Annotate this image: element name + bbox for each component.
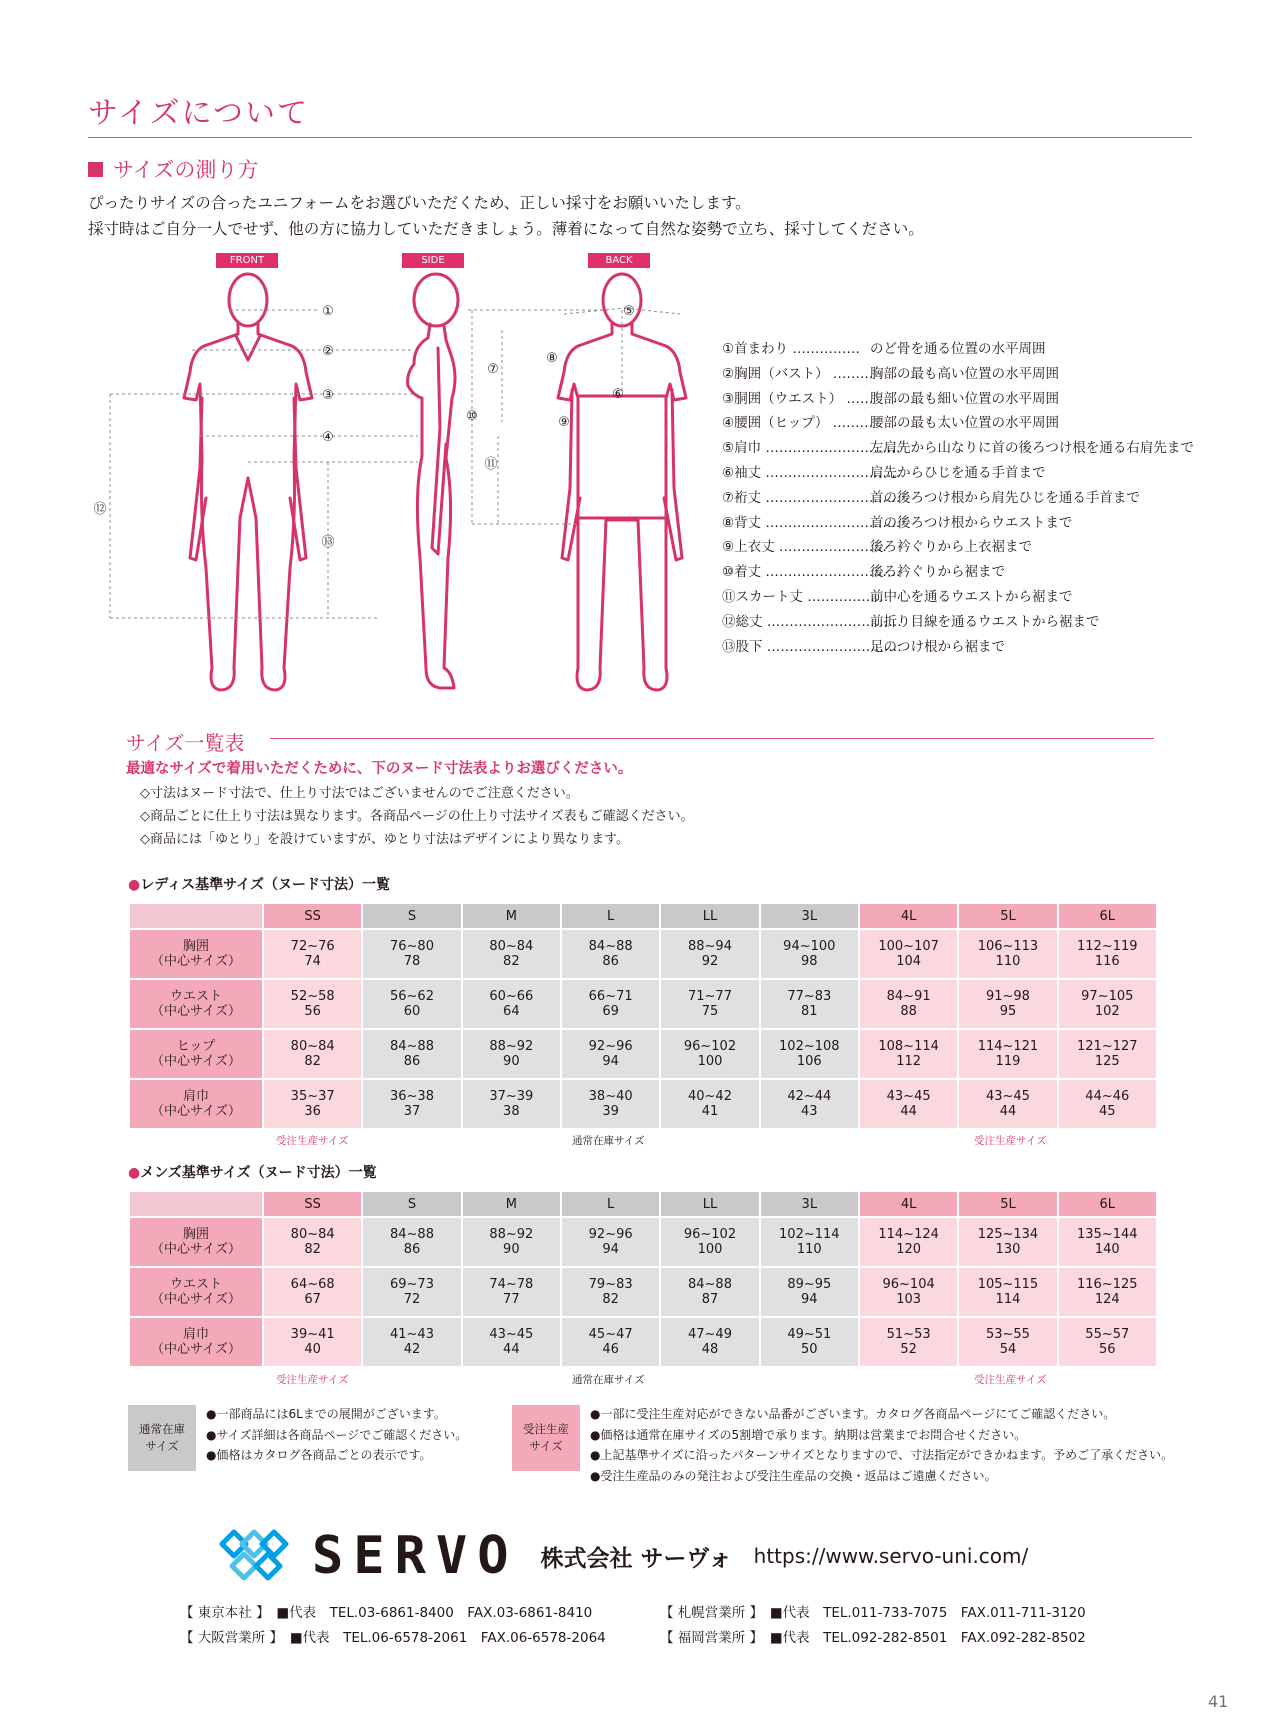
size-cell: 39~41 40 [263, 1317, 362, 1367]
size-header: L [561, 903, 660, 929]
size-header: S [362, 1191, 461, 1217]
legend-row: ⑤肩巾 ………………………… 左肩先から山なりに首の後ろつけ根を通る右肩先まで [722, 440, 1194, 457]
size-cell: 80~84 82 [263, 1029, 362, 1079]
size-header: 6L [1058, 1191, 1157, 1217]
size-cell: 43~45 44 [462, 1317, 561, 1367]
size-cell: 47~49 48 [660, 1317, 759, 1367]
size-list-heading: サイズ一覧表 [126, 731, 245, 755]
office-line: 【 大阪営業所 】 ■代表 TEL.06-6578-2061 FAX.06-6578-2064 [180, 1630, 606, 1646]
measure-heading [88, 154, 258, 184]
size-list-notes [140, 782, 694, 851]
row-label: 肩巾 （中心サイズ） [129, 1079, 263, 1129]
legend-row: ⑩着丈 ………………………… 後ろ衿ぐりから裾まで [722, 564, 1005, 581]
size-cell: 49~51 50 [760, 1317, 859, 1367]
order-note: ●価格は通常在庫サイズの5割増で承ります。納期は営業までお問合せください。 [590, 1427, 1027, 1442]
size-cell: 84~91 88 [859, 979, 958, 1029]
marker-5: ⑤ [623, 304, 635, 319]
legend-row: ⑪スカート丈 ……………… 前中心を通るウエストから裾まで [722, 588, 1073, 605]
size-cell: 72~76 74 [263, 929, 362, 979]
size-list-rule [270, 738, 1154, 739]
back-tag: BACK [588, 253, 650, 268]
size-cell: 96~102 100 [660, 1217, 759, 1267]
legend-row: ③胴囲（ウエスト） …… 腹部の最も細い位置の水平周囲 [722, 390, 1059, 407]
size-cell: 79~83 82 [561, 1267, 660, 1317]
legend-row: ①首まわり …………… のど骨を通る位置の水平周囲 [722, 341, 1046, 357]
stock-note: ●一部商品には6Lまでの展開がございます。 [206, 1407, 446, 1421]
size-cell: 92~96 94 [561, 1029, 660, 1079]
size-cell: 88~94 92 [660, 929, 759, 979]
intro-line: 採寸時はご自分一人でせず、他の方に協力していただきましょう。薄着になって自然な姿勢で立ち、採寸してください。 [88, 220, 924, 238]
front-tag: FRONT [216, 253, 278, 268]
size-list-lead: 最適なサイズで着用いただくために、下のヌード寸法表よりお選びください。 [126, 761, 633, 777]
size-header: M [462, 903, 561, 929]
size-cell: 44~46 45 [1058, 1079, 1157, 1129]
size-cell: 84~88 86 [561, 929, 660, 979]
size-header: 4L [859, 903, 958, 929]
measure-intro [88, 190, 924, 242]
size-cell: 114~121 119 [958, 1029, 1057, 1079]
note-item: ◇商品ごとに仕上り寸法は異なります。各商品ページの仕上り寸法サイズ表もご確認ください。 [140, 809, 694, 824]
mens-table-title: ●メンズ基準サイズ（ヌード寸法）一覧 [128, 1165, 377, 1181]
order-size-notes [590, 1404, 1173, 1486]
size-cell: 38~40 39 [561, 1079, 660, 1129]
size-cell: 36~38 37 [362, 1079, 461, 1129]
brand-name: SERVO [312, 1526, 519, 1586]
stock-size-notes [206, 1404, 467, 1466]
side-figure-icon [408, 274, 458, 688]
size-header: LL [660, 1191, 759, 1217]
footer-logo [214, 1524, 1028, 1588]
size-cell: 121~127 125 [1058, 1029, 1157, 1079]
size-cell: 105~115 114 [958, 1267, 1057, 1317]
legend-row: ⑨上衣丈 …………………… 後ろ衿ぐりから上衣裾まで [722, 539, 1032, 556]
legend-row: ⑫総丈 ………………………… 前折り目線を通るウエストから裾まで [722, 613, 1100, 630]
ladies-mto-note-right: 受注生産サイズ [974, 1135, 1047, 1147]
size-cell: 102~108 106 [760, 1029, 859, 1079]
size-cell: 106~113 110 [958, 929, 1057, 979]
size-header: SS [263, 903, 362, 929]
row-label: 胸囲 （中心サイズ） [129, 929, 263, 979]
table-row [129, 1317, 1157, 1367]
side-tag: SIDE [402, 253, 464, 268]
table-row [129, 1029, 1157, 1079]
table-row [129, 979, 1157, 1029]
size-header: S [362, 903, 461, 929]
size-cell: 84~88 86 [362, 1029, 461, 1079]
size-cell: 88~92 90 [462, 1029, 561, 1079]
table-row [129, 1217, 1157, 1267]
ladies-table-title: ●レディス基準サイズ（ヌード寸法）一覧 [128, 877, 390, 893]
servo-logo-icon [214, 1524, 298, 1588]
table-corner [129, 1191, 263, 1217]
legend-row: ②胸囲（バスト） ……… 胸部の最も高い位置の水平周囲 [722, 365, 1059, 382]
table-corner [129, 903, 263, 929]
intro-line: ぴったりサイズの合ったユニフォームをお選びいただくため、正しい採寸をお願いいたします。 [88, 194, 751, 212]
table-row [129, 929, 1157, 979]
stock-note: ●サイズ詳細は各商品ページでご確認ください。 [206, 1427, 468, 1442]
size-cell: 108~114 112 [859, 1029, 958, 1079]
page-number: 41 [1208, 1692, 1229, 1711]
size-cell: 125~134 130 [958, 1217, 1057, 1267]
size-cell: 51~53 52 [859, 1317, 958, 1367]
table-row [129, 1267, 1157, 1317]
office-line: 【 札幌営業所 】 ■代表 TEL.011-733-7075 FAX.011-711-3120 [660, 1605, 1086, 1621]
legend-row: ④腰囲（ヒップ） ……… 腰部の最も太い位置の水平周囲 [722, 415, 1059, 432]
square-bullet-icon [88, 162, 103, 177]
legend-row: ⑥袖丈 ………………………… 肩先からひじを通る手首まで [722, 464, 1046, 481]
size-cell: 80~84 82 [263, 1217, 362, 1267]
measurement-legend [722, 337, 1194, 659]
order-size-tag: 受注生産 サイズ [512, 1405, 580, 1471]
marker-2: ② [322, 344, 334, 359]
size-cell: 40~42 41 [660, 1079, 759, 1129]
note-item: ◇寸法はヌード寸法で、仕上り寸法ではございませんのでご注意ください。 [140, 786, 579, 801]
size-cell: 91~98 95 [958, 979, 1057, 1029]
stock-size-tag: 通常在庫 サイズ [128, 1405, 196, 1471]
marker-9: ⑨ [558, 415, 570, 430]
measure-heading-text: サイズの測り方 [113, 158, 259, 182]
note-item: ◇商品には「ゆとり」を設けていますが、ゆとり寸法はデザインにより異なります。 [140, 832, 630, 847]
size-cell: 69~73 72 [362, 1267, 461, 1317]
size-cell: 80~84 82 [462, 929, 561, 979]
size-cell: 100~107 104 [859, 929, 958, 979]
company-name: 株式会社 サーヴォ [540, 1545, 732, 1572]
table-row [129, 1079, 1157, 1129]
body-measurement-figures [88, 268, 748, 708]
size-cell: 77~83 81 [760, 979, 859, 1029]
mens-stock-note: 通常在庫サイズ [572, 1374, 645, 1386]
size-cell: 37~39 38 [462, 1079, 561, 1129]
size-cell: 96~102 100 [660, 1029, 759, 1079]
size-cell: 135~144 140 [1058, 1217, 1157, 1267]
size-header: 4L [859, 1191, 958, 1217]
size-cell: 92~96 94 [561, 1217, 660, 1267]
size-cell: 84~88 86 [362, 1217, 461, 1267]
size-cell: 43~45 44 [958, 1079, 1057, 1129]
size-cell: 102~114 110 [760, 1217, 859, 1267]
page-title: サイズについて [88, 96, 309, 131]
bullet-dot-icon: ● [128, 877, 141, 893]
mens-mto-note-right: 受注生産サイズ [974, 1374, 1047, 1386]
size-header: 5L [958, 903, 1057, 929]
order-note: ●一部に受注生産対応ができない品番がございます。カタログ各商品ページにてご確認ください。 [590, 1407, 1116, 1421]
size-header: LL [660, 903, 759, 929]
size-cell: 60~66 64 [462, 979, 561, 1029]
size-cell: 42~44 43 [760, 1079, 859, 1129]
row-label: 胸囲 （中心サイズ） [129, 1217, 263, 1267]
size-cell: 71~77 75 [660, 979, 759, 1029]
marker-6: ⑥ [612, 387, 624, 402]
marker-12: ⑫ [93, 502, 107, 517]
marker-1: ① [322, 304, 334, 319]
marker-7: ⑦ [487, 362, 499, 377]
marker-4: ④ [322, 430, 334, 445]
row-label: ウエスト （中心サイズ） [129, 979, 263, 1029]
size-cell: 66~71 69 [561, 979, 660, 1029]
order-note: ●受注生産品のみの発注および受注生産品の交換・返品はご遠慮ください。 [590, 1468, 997, 1483]
ladies-mto-note-left: 受注生産サイズ [276, 1135, 349, 1147]
marker-8: ⑧ [546, 351, 558, 366]
mens-mto-note-left: 受注生産サイズ [276, 1374, 349, 1386]
legend-row: ⑬股下 ………………………… 足のつけ根から裾まで [722, 638, 1005, 655]
size-cell: 76~80 78 [362, 929, 461, 979]
size-cell: 64~68 67 [263, 1267, 362, 1317]
mens-size-table [128, 1190, 1158, 1368]
size-cell: 88~92 90 [462, 1217, 561, 1267]
size-cell: 114~124 120 [859, 1217, 958, 1267]
size-header: SS [263, 1191, 362, 1217]
size-cell: 43~45 44 [859, 1079, 958, 1129]
size-cell: 45~47 46 [561, 1317, 660, 1367]
row-label: ヒップ （中心サイズ） [129, 1029, 263, 1079]
size-cell: 74~78 77 [462, 1267, 561, 1317]
marker-13: ⑬ [321, 535, 335, 550]
company-url[interactable]: https://www.servo-uni.com/ [753, 1544, 1029, 1568]
size-cell: 41~43 42 [362, 1317, 461, 1367]
size-header: 6L [1058, 903, 1157, 929]
legend-row: ⑧背丈 ………………………… 首の後ろつけ根からウエストまで [722, 514, 1073, 531]
size-cell: 84~88 87 [660, 1267, 759, 1317]
office-line: 【 福岡営業所 】 ■代表 TEL.092-282-8501 FAX.092-282-8502 [660, 1630, 1086, 1646]
office-line: 【 東京本社 】 ■代表 TEL.03-6861-8400 FAX.03-6861-8410 [180, 1605, 593, 1621]
size-cell: 53~55 54 [958, 1317, 1057, 1367]
size-cell: 112~119 116 [1058, 929, 1157, 979]
size-cell: 52~58 56 [263, 979, 362, 1029]
size-cell: 55~57 56 [1058, 1317, 1157, 1367]
title-rule [88, 137, 1192, 138]
ladies-size-table [128, 902, 1158, 1130]
bullet-dot-icon: ● [128, 1165, 141, 1181]
order-note: ●上記基準サイズに沿ったパターンサイズとなりますので、寸法指定ができかねます。予めご了承ください。 [590, 1448, 1174, 1462]
marker-10: ⑩ [466, 409, 478, 424]
row-label: 肩巾 （中心サイズ） [129, 1317, 263, 1367]
offices-right [660, 1601, 1086, 1651]
front-figure-icon [184, 274, 312, 690]
ladies-stock-note: 通常在庫サイズ [572, 1135, 645, 1147]
size-header: 3L [760, 1191, 859, 1217]
size-cell: 35~37 36 [263, 1079, 362, 1129]
offices-left [180, 1601, 606, 1651]
size-cell: 116~125 124 [1058, 1267, 1157, 1317]
marker-11: ⑪ [484, 457, 498, 472]
size-cell: 56~62 60 [362, 979, 461, 1029]
size-header: 5L [958, 1191, 1057, 1217]
size-header: L [561, 1191, 660, 1217]
stock-note: ●価格はカタログ各商品ごとの表示です。 [206, 1448, 432, 1462]
marker-3: ③ [322, 388, 334, 403]
legend-row: ⑦裄丈 ………………………… 首の後ろつけ根から肩先ひじを通る手首まで [722, 489, 1140, 506]
size-cell: 97~105 102 [1058, 979, 1157, 1029]
size-header: 3L [760, 903, 859, 929]
size-cell: 89~95 94 [760, 1267, 859, 1317]
size-cell: 94~100 98 [760, 929, 859, 979]
row-label: ウエスト （中心サイズ） [129, 1267, 263, 1317]
size-header: M [462, 1191, 561, 1217]
size-cell: 96~104 103 [859, 1267, 958, 1317]
